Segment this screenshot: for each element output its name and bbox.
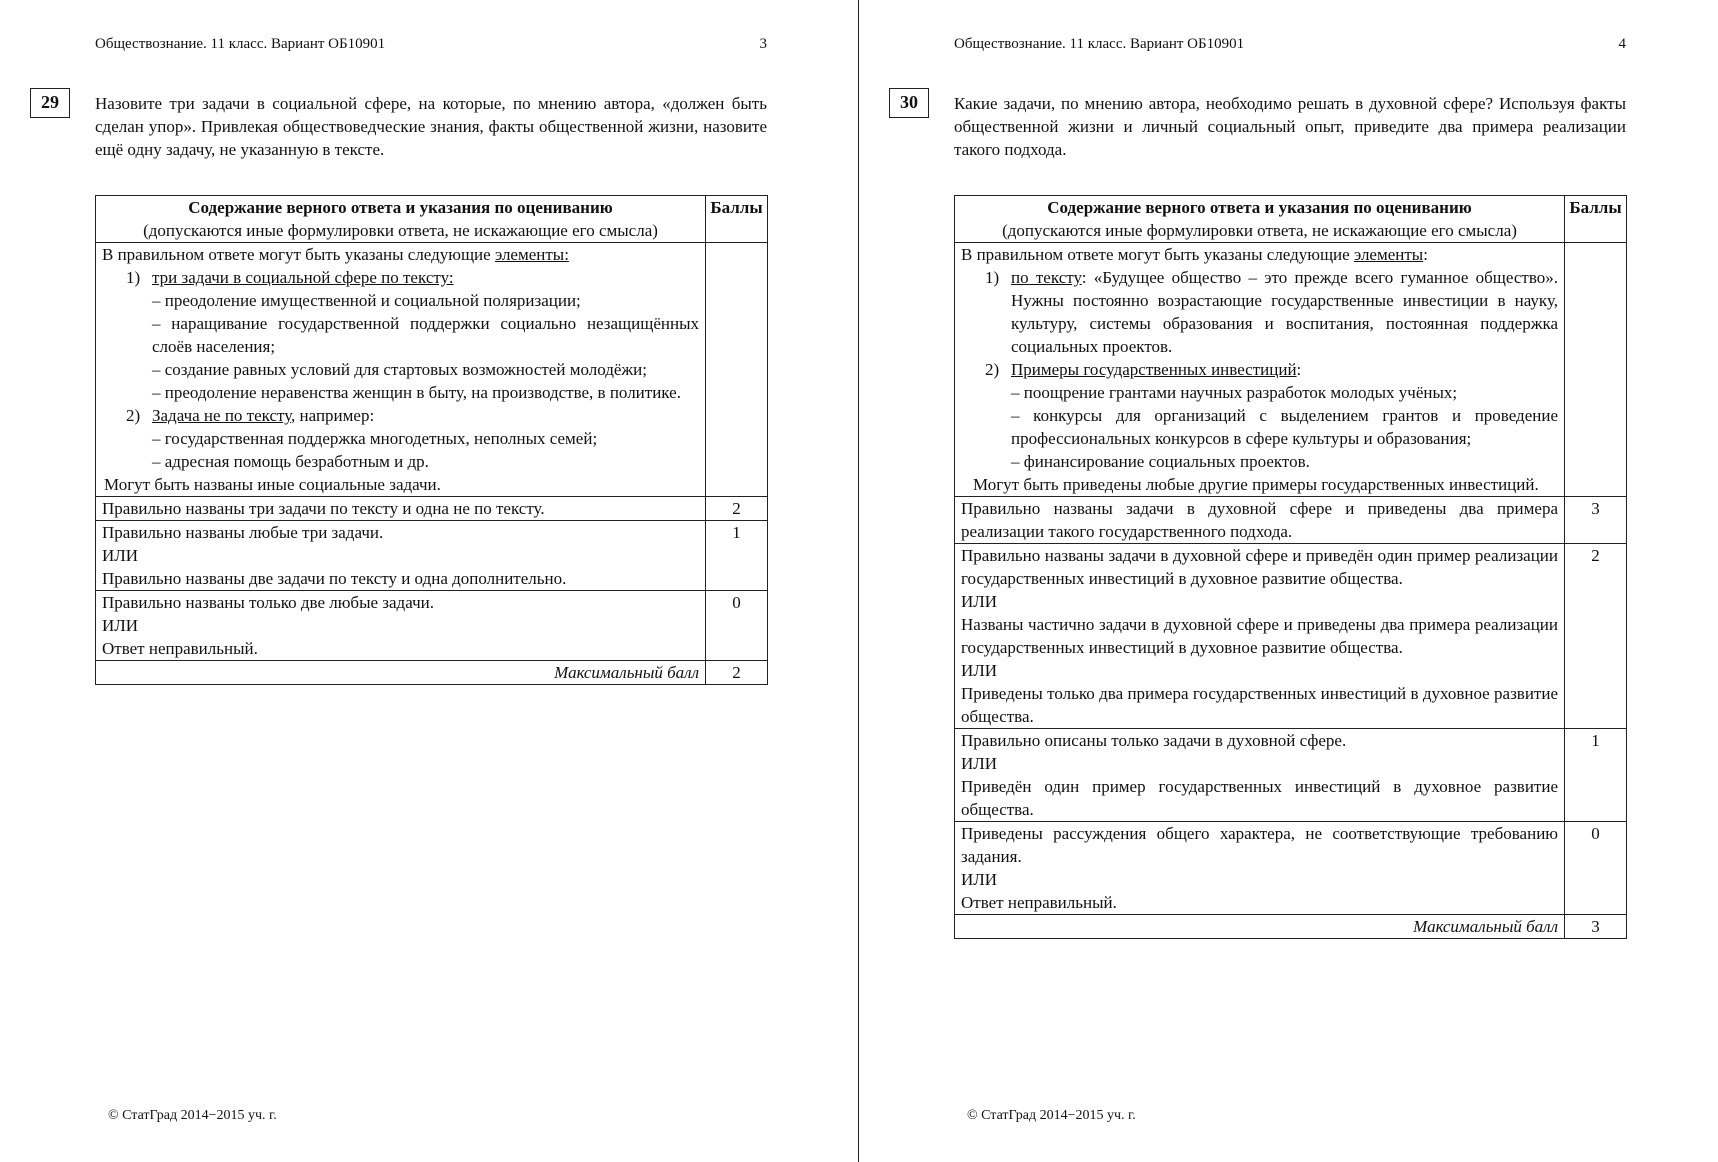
empty-score-cell <box>1565 243 1627 497</box>
criteria-line: Приведены рассуждения общего характера, не соответствующие требованию задания. <box>961 824 1558 866</box>
closing-line: Могут быть названы иные социальные задачи. <box>104 475 441 494</box>
criteria-line: Названы частично задачи в духовной сфере и приведены два примера реализации государственных инвестиций в духовное развитие общества. <box>961 615 1558 657</box>
score-criteria-cell <box>955 497 1565 544</box>
table-header-row <box>96 196 768 243</box>
score-row <box>96 591 768 661</box>
score-criteria-cell <box>955 822 1565 915</box>
criteria-line: Правильно названы задачи в духовной сфере и приведён один пример реализации государственных инвестиций в духовное развитие общества. <box>961 546 1558 588</box>
score-value: 2 <box>1565 544 1627 729</box>
header-score: Баллы <box>1569 198 1622 217</box>
score-row <box>955 497 1627 544</box>
item-suffix: , например: <box>291 406 375 425</box>
page-header <box>95 36 767 53</box>
criteria-line: Правильно названы две задачи по тексту и одна дополнительно. <box>102 569 567 588</box>
criteria-line: Правильно названы три задачи по тексту и одна не по тексту. <box>102 499 545 518</box>
criteria-line: Приведены только два примера государственных инвестиций в духовное развитие общества. <box>961 684 1558 726</box>
score-criteria-cell <box>96 591 706 661</box>
intro-elements: элементы: <box>494 245 569 264</box>
item-title: Примеры государственных инвестиций <box>1011 360 1297 379</box>
intro-suffix: : <box>1423 245 1428 264</box>
max-score-value: 3 <box>1565 915 1627 939</box>
bullet-point: – наращивание государственной поддержки социально незащищённых слоёв населения; <box>152 314 699 356</box>
criteria-line: Правильно названы любые три задачи. <box>102 523 384 542</box>
question-number: 29 <box>30 88 70 118</box>
item-suffix: : <box>1296 360 1302 379</box>
intro-prefix: В правильном ответе могут быть указаны следующие <box>102 245 491 264</box>
bullet-point: – конкурсы для организаций с выделением грантов и проведение профессиональных конкурсов в сфере культуры и образования; <box>1011 406 1558 448</box>
criteria-line: Ответ неправильный. <box>102 639 258 658</box>
table-header-row <box>955 196 1627 243</box>
bullet-point: – поощрение грантами научных разработок молодых учёных; <box>1011 383 1458 402</box>
criteria-line: ИЛИ <box>961 870 998 889</box>
intro-elements: элементы <box>1353 245 1424 264</box>
score-criteria-cell <box>96 497 706 521</box>
criteria-line: Правильно описаны только задачи в духовной сфере. <box>961 731 1347 750</box>
intro-prefix: В правильном ответе могут быть указаны следующие <box>961 245 1350 264</box>
intro-line <box>961 243 1558 266</box>
right-page <box>859 0 1717 1162</box>
criteria-table <box>95 195 768 685</box>
score-criteria-cell <box>955 544 1565 729</box>
max-score-row <box>955 915 1627 939</box>
page-number: 4 <box>1618 36 1626 52</box>
header-content-cell <box>955 196 1565 243</box>
answer-item-2 <box>961 358 1558 381</box>
score-row <box>96 497 768 521</box>
answer-content-cell <box>955 243 1565 497</box>
header-content-cell <box>96 196 706 243</box>
header-subject: Обществознание. 11 класс. Вариант ОБ10901 <box>954 36 1245 52</box>
criteria-line: Правильно названы задачи в духовной сфере и приведены два примера реализации такого государственного подхода. <box>961 499 1558 541</box>
page-footer: © СтатГрад 2014−2015 уч. г. <box>967 1108 1136 1123</box>
bullet-point: – преодоление имущественной и социальной поляризации; <box>152 291 581 310</box>
header-title: Содержание верного ответа и указания по оцениванию <box>188 198 613 217</box>
criteria-line: Правильно названы только две любые задачи. <box>102 593 434 612</box>
max-score-label: Максимальный балл <box>955 915 1565 939</box>
max-score-label: Максимальный балл <box>96 661 706 685</box>
intro-line <box>102 243 699 266</box>
answer-content-row <box>955 243 1627 497</box>
item-number: 1) <box>126 268 141 287</box>
item-title: Задача не по тексту <box>152 406 292 425</box>
closing-line: Могут быть приведены любые другие примеры государственных инвестиций. <box>973 475 1539 494</box>
item-title: по тексту <box>1011 268 1082 287</box>
left-page <box>0 0 858 1162</box>
header-score-cell <box>706 196 768 243</box>
answer-item-2 <box>102 404 699 427</box>
criteria-line: ИЛИ <box>961 754 998 773</box>
answer-item-1 <box>961 266 1558 358</box>
bullet-point: – финансирование социальных проектов. <box>1011 452 1310 471</box>
criteria-line: ИЛИ <box>961 592 998 611</box>
criteria-table <box>954 195 1627 939</box>
bullet-point: – государственная поддержка многодетных, неполных семей; <box>152 429 598 448</box>
header-score-cell <box>1565 196 1627 243</box>
item-number: 2) <box>985 360 1000 379</box>
item-number: 1) <box>985 268 1000 287</box>
score-row <box>96 521 768 591</box>
bullet-point: – создание равных условий для стартовых возможностей молодёжи; <box>152 360 647 379</box>
max-score-row <box>96 661 768 685</box>
score-value: 0 <box>1565 822 1627 915</box>
score-value: 2 <box>706 497 768 521</box>
bullet-point: – адресная помощь безработным и др. <box>152 452 429 471</box>
page-footer: © СтатГрад 2014−2015 уч. г. <box>108 1108 277 1123</box>
question-text: Какие задачи, по мнению автора, необходимо решать в духовной сфере? Используя факты общественной жизни и личный социальный опыт, приведите два примера реализации такого подхода. <box>954 94 1626 159</box>
answer-content-row <box>96 243 768 497</box>
header-note: (допускаются иные формулировки ответа, не искажающие его смысла) <box>143 221 658 240</box>
criteria-line: ИЛИ <box>102 546 139 565</box>
criteria-line: Ответ неправильный. <box>961 893 1117 912</box>
answer-item-1 <box>102 266 699 289</box>
score-value: 3 <box>1565 497 1627 544</box>
score-value: 1 <box>706 521 768 591</box>
bullet-point: – преодоление неравенства женщин в быту, на производстве, в политике. <box>152 383 681 402</box>
criteria-line: ИЛИ <box>102 616 139 635</box>
score-criteria-cell <box>955 729 1565 822</box>
header-subject: Обществознание. 11 класс. Вариант ОБ10901 <box>95 36 386 52</box>
score-row <box>955 729 1627 822</box>
score-value: 0 <box>706 591 768 661</box>
item-number: 2) <box>126 406 141 425</box>
header-title: Содержание верного ответа и указания по оцениванию <box>1047 198 1472 217</box>
empty-score-cell <box>706 243 768 497</box>
answer-content-cell <box>96 243 706 497</box>
item-text: : «Будущее общество – это прежде всего гуманное общество». Нужны постоянно возрастающие государственные инвестиции в науку, культуру, системы образования и воспитания, постоянная поддержка социальных проектов. <box>1011 268 1558 356</box>
criteria-line: ИЛИ <box>961 661 998 680</box>
score-row <box>955 822 1627 915</box>
score-row <box>955 544 1627 729</box>
item-title: три задачи в социальной сфере по тексту: <box>152 268 454 287</box>
header-score: Баллы <box>710 198 763 217</box>
page-number: 3 <box>759 36 767 52</box>
question-text: Назовите три задачи в социальной сфере, на которые, по мнению автора, «должен быть сделан упор». Привлекая обществоведческие знания, факты общественной жизни, назовите ещё одну задачу, не указанную в тексте. <box>95 94 767 159</box>
page-header <box>954 36 1626 53</box>
score-value: 1 <box>1565 729 1627 822</box>
max-score-value: 2 <box>706 661 768 685</box>
question-number: 30 <box>889 88 929 118</box>
criteria-line: Приведён один пример государственных инвестиций в духовное развитие общества. <box>961 777 1558 819</box>
header-note: (допускаются иные формулировки ответа, не искажающие его смысла) <box>1002 221 1517 240</box>
score-criteria-cell <box>96 521 706 591</box>
